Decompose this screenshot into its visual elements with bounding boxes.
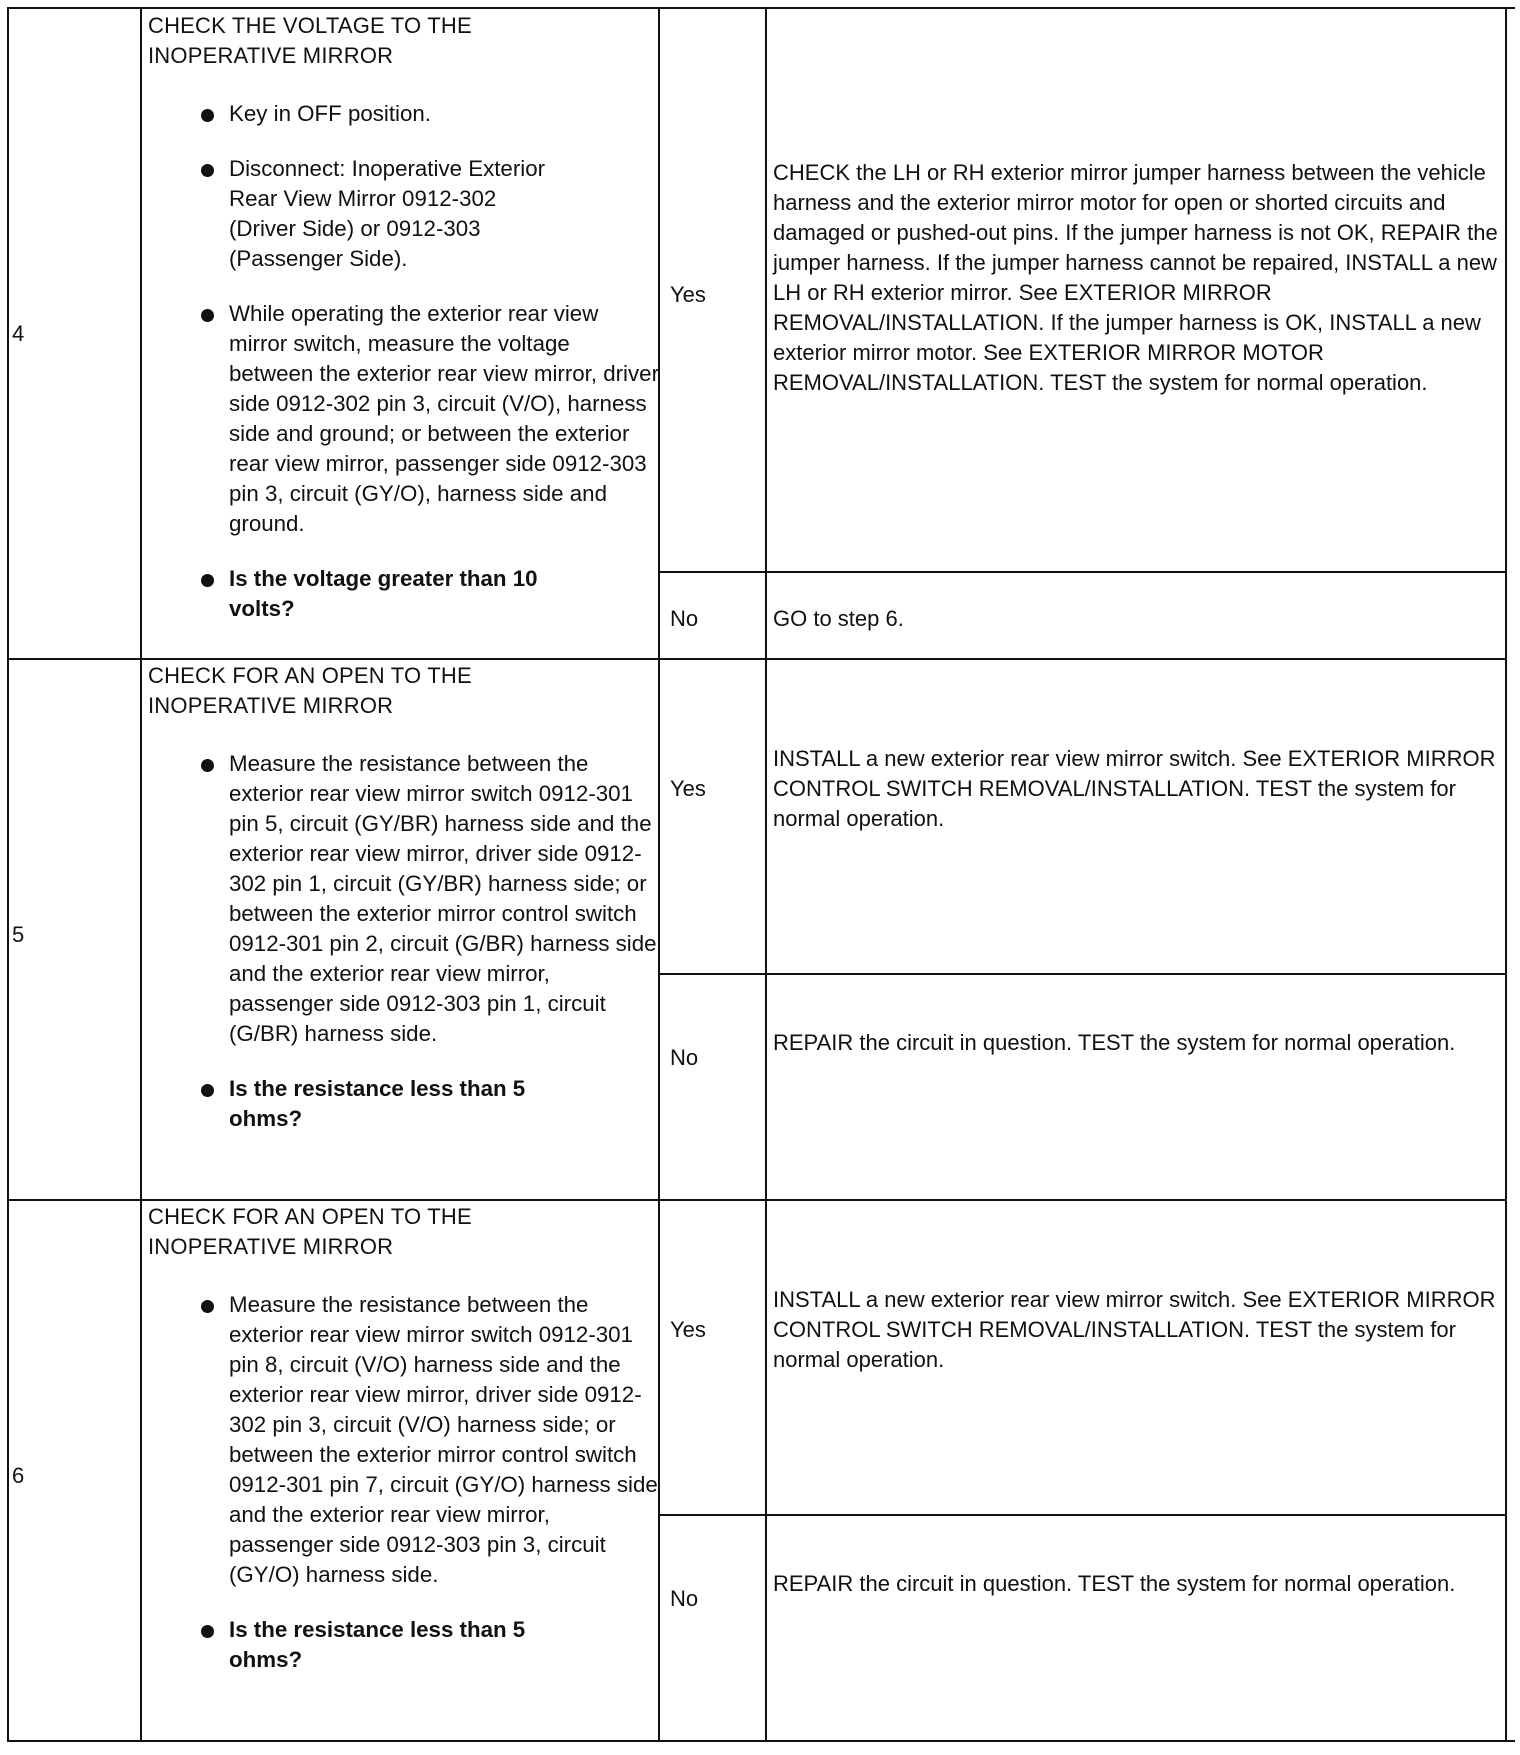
step-number: 6 [12, 1463, 25, 1488]
bullet-icon [201, 109, 214, 122]
step-title [148, 661, 472, 721]
bullet-icon [201, 759, 214, 772]
action-list [148, 1290, 660, 1675]
table-row-step-4 [7, 7, 1515, 658]
bullet-icon [201, 574, 214, 587]
action-list [148, 749, 660, 1134]
result-yes: CHECK the LH or RH exterior mirror jumper harness between the vehicle harness and the exterior mirror motor for open or shorted circuits and damaged or pushed-out pins. If the jumper harness is not OK, REPAIR the jumper harness. If the jumper harness cannot be repaired, INSTALL a new LH or RH exterior mirror. See EXTERIOR MIRROR REMOVAL/INSTALLATION. If the jumper harness is OK, INSTALL a new exterior mirror motor. See EXTERIOR MIRROR MOTOR REMOVAL/INSTALLATION. TEST the system for normal operation. [773, 160, 1498, 395]
bullet-icon [201, 309, 214, 322]
question-item: Is the voltage greater than 10 volts? [148, 564, 584, 624]
bullet-icon [201, 164, 214, 177]
step-title-line: INOPERATIVE MIRROR [148, 43, 394, 68]
bullet-icon [201, 1084, 214, 1097]
question-item: Is the resistance less than 5 ohms? [148, 1074, 584, 1134]
answer-yes: Yes [670, 1317, 706, 1342]
table-row-step-5 [7, 658, 1515, 1199]
action-item: Key in OFF position. [148, 99, 660, 129]
step-title-line: INOPERATIVE MIRROR [148, 693, 394, 718]
question-item: Is the resistance less than 5 ohms? [148, 1615, 584, 1675]
answer-yes: Yes [670, 282, 706, 307]
bullet-icon [201, 1625, 214, 1638]
step-title [148, 11, 472, 71]
step-title [148, 1202, 472, 1262]
action-item: While operating the exterior rear view mirror switch, measure the voltage between the exterior rear view mirror, driver side 0912-302 pin 3, circuit (V/O), harness side and ground; or between the exterior rear view mirror, passenger side 0912-303 pin 3, circuit (GY/O), harness side and ground. [148, 299, 660, 539]
step-title-line: CHECK FOR AN OPEN TO THE [148, 663, 472, 688]
step-title-line: CHECK FOR AN OPEN TO THE [148, 1204, 472, 1229]
step-title-line: INOPERATIVE MIRROR [148, 1234, 394, 1259]
result-no: GO to step 6. [773, 606, 904, 631]
table-row-step-6 [7, 1199, 1515, 1740]
action-item: Measure the resistance between the exterior rear view mirror switch 0912-301 pin 8, circuit (V/O) harness side and the exterior rear view mirror, driver side 0912-302 pin 3, circuit (V/O) harness side; or between the exterior mirror control switch 0912-301 pin 7, circuit (GY/O) harness side and the exterior rear view mirror, passenger side 0912-303 pin 3, circuit (GY/O) harness side. [148, 1290, 660, 1590]
diagnostic-table [7, 7, 1515, 1755]
action-item: Measure the resistance between the exterior rear view mirror switch 0912-301 pin 5, circuit (GY/BR) harness side and the exterior rear view mirror, driver side 0912-302 pin 1, circuit (GY/BR) harness side; or between the exterior mirror control switch 0912-301 pin 2, circuit (G/BR) harness side and the exterior rear view mirror, passenger side 0912-303 pin 1, circuit (G/BR) harness side. [148, 749, 660, 1049]
result-no: REPAIR the circuit in question. TEST the system for normal operation. [773, 1571, 1456, 1596]
action-item: Disconnect: Inoperative Exterior Rear View Mirror 0912-302 (Driver Side) or 0912-303 (Passenger Side). [148, 154, 549, 274]
step-number: 4 [12, 321, 25, 346]
action-list [148, 99, 660, 624]
step-number: 5 [12, 922, 25, 947]
answer-no: No [670, 606, 699, 631]
answer-no: No [670, 1586, 699, 1611]
step-title-line: CHECK THE VOLTAGE TO THE [148, 13, 472, 38]
result-yes: INSTALL a new exterior rear view mirror switch. See EXTERIOR MIRROR CONTROL SWITCH REMOVAL/INSTALLATION. TEST the system for normal operation. [773, 1287, 1496, 1372]
answer-yes: Yes [670, 776, 706, 801]
table-bottom-border [7, 1740, 1515, 1742]
result-yes: INSTALL a new exterior rear view mirror switch. See EXTERIOR MIRROR CONTROL SWITCH REMOVAL/INSTALLATION. TEST the system for normal operation. [773, 746, 1496, 831]
answer-no: No [670, 1045, 699, 1070]
bullet-icon [201, 1300, 214, 1313]
result-no: REPAIR the circuit in question. TEST the system for normal operation. [773, 1030, 1456, 1055]
